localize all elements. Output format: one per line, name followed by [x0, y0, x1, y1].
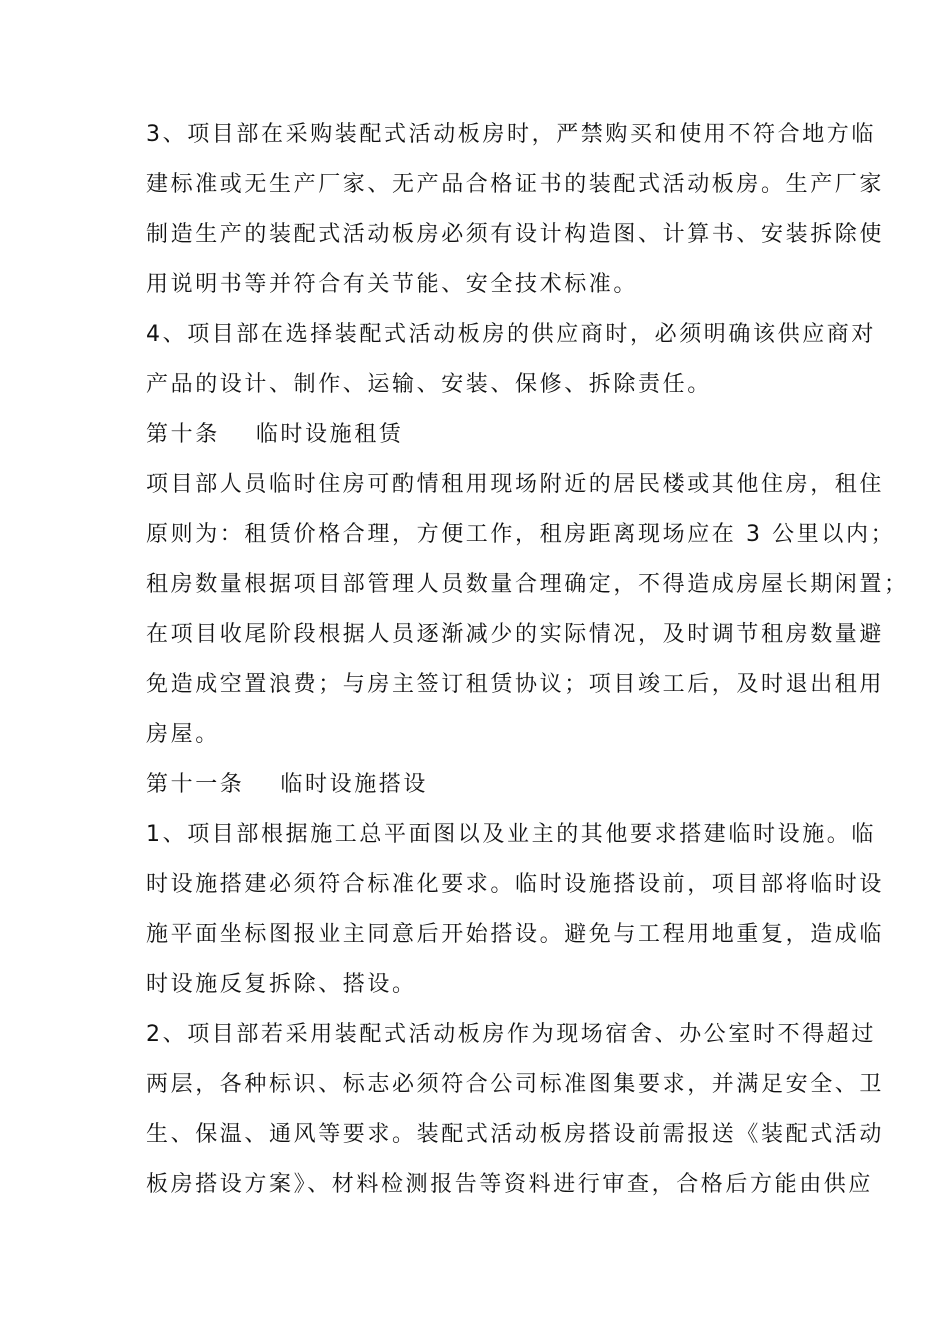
article-10-heading [146, 421, 403, 449]
paragraph-line: 在项目收尾阶段根据人员逐渐减少的实际情况，及时调节租房数量避 [146, 622, 885, 647]
article-11-heading [146, 771, 428, 799]
paragraph-line: 板房搭设方案》、材料检测报告等资料进行审查，合格后方能由供应 [146, 1172, 874, 1197]
paragraph-line: 生、保温、通风等要求。装配式活动板房搭设前需报送《装配式活动 [146, 1122, 885, 1147]
article-10-title: 临时设施租赁 [255, 422, 404, 447]
paragraph-line: 两层，各种标识、标志必须符合公司标准图集要求，并满足安全、卫 [146, 1072, 885, 1097]
paragraph-line: 时设施反复拆除、搭设。 [146, 972, 417, 997]
paragraph-line: 4、项目部在选择装配式活动板房的供应商时，必须明确该供应商对 [146, 322, 876, 347]
article-10-number: 第十条 [146, 422, 220, 447]
paragraph-line: 时设施搭建必须符合标准化要求。临时设施搭设前，项目部将临时设 [146, 872, 885, 897]
paragraph-line: 2、项目部若采用装配式活动板房作为现场宿舍、办公室时不得超过 [146, 1022, 876, 1047]
paragraph-line: 3、项目部在采购装配式活动板房时，严禁购买和使用不符合地方临 [146, 122, 876, 147]
paragraph-line: 用说明书等并符合有关节能、安全技术标准。 [146, 272, 639, 297]
article-11-title: 临时设施搭设 [280, 772, 429, 797]
paragraph-line: 施平面坐标图报业主同意后开始搭设。避免与工程用地重复，造成临 [146, 922, 885, 947]
paragraph-line: 项目部人员临时住房可酌情租用现场附近的居民楼或其他住房，租住 [146, 472, 885, 497]
paragraph-line: 原则为：租赁价格合理，方便工作，租房距离现场应在 3 公里以内； [146, 522, 896, 547]
paragraph-line: 房屋。 [146, 722, 220, 747]
paragraph-line: 免造成空置浪费；与房主签订租赁协议；项目竣工后，及时退出租用 [146, 672, 885, 697]
article-11-number: 第十一条 [146, 772, 245, 797]
paragraph-line: 产品的设计、制作、运输、安装、保修、拆除责任。 [146, 372, 712, 397]
paragraph-line: 租房数量根据项目部管理人员数量合理确定，不得造成房屋长期闲置； [146, 572, 909, 597]
paragraph-line: 1、项目部根据施工总平面图以及业主的其他要求搭建临时设施。临 [146, 822, 876, 847]
paragraph-line: 建标准或无生产厂家、无产品合格证书的装配式活动板房。生产厂家 [146, 172, 885, 197]
paragraph-line: 制造生产的装配式活动板房必须有设计构造图、计算书、安装拆除使 [146, 222, 885, 247]
